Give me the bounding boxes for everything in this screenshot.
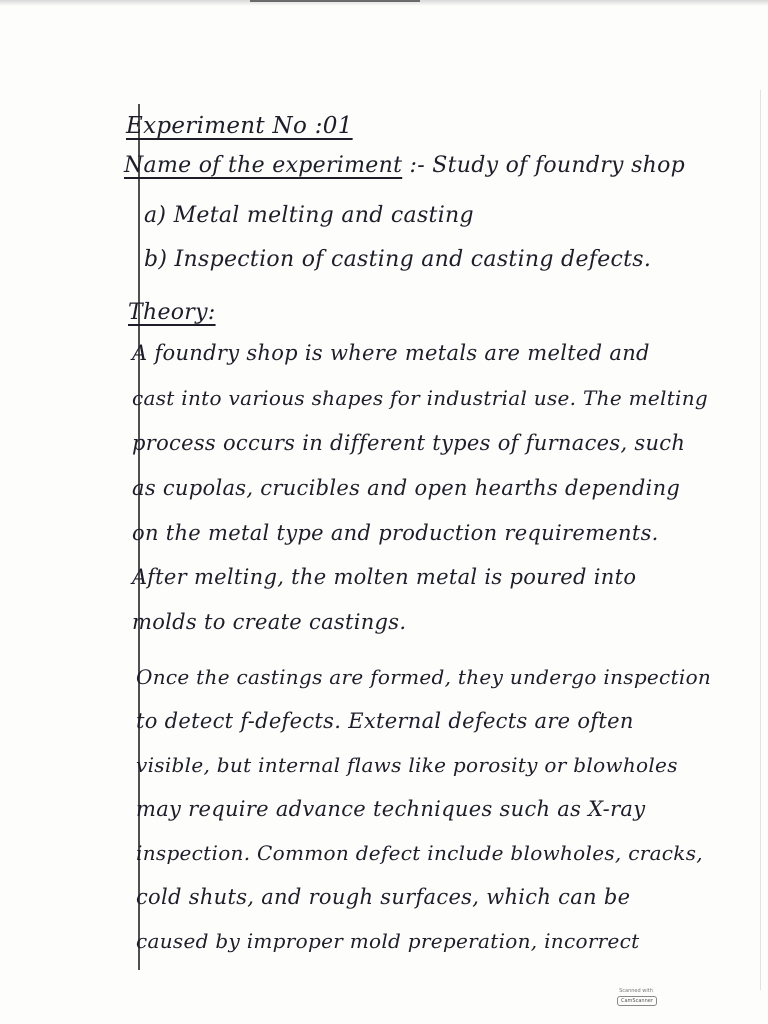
handwritten-content bbox=[122, 103, 762, 969]
scanner-caption: Scanned with bbox=[619, 988, 653, 994]
text-line-4: as cupolas, crucibles and open hearths depending bbox=[132, 476, 681, 500]
scanner-watermark bbox=[617, 988, 655, 1012]
text-line-2: cast into various shapes for industrial use. The melting bbox=[132, 386, 709, 410]
page-top-mark bbox=[250, 0, 420, 2]
text-line-3: process occurs in different types of furnaces, such bbox=[132, 431, 686, 455]
experiment-number: Experiment No :01 bbox=[126, 113, 353, 139]
objective-a: a) Metal melting and casting bbox=[144, 203, 474, 228]
objective-b: b) Inspection of casting and casting defects. bbox=[144, 247, 652, 272]
text-line-7: molds to create castings. bbox=[132, 610, 407, 634]
theory-heading: Theory: bbox=[128, 300, 216, 325]
text-line-12: inspection. Common defect include blowholes, cracks, bbox=[136, 841, 703, 865]
text-line-11: may require advance techniques such as X-ray bbox=[136, 797, 646, 821]
text-line-10: visible, but internal flaws like porosity or blowholes bbox=[136, 753, 678, 777]
scanner-app-name: CamScanner bbox=[617, 996, 657, 1006]
experiment-name-value: :- Study of foundry shop bbox=[409, 153, 686, 178]
text-line-14: caused by improper mold preperation, incorrect bbox=[136, 929, 640, 953]
text-line-5: on the metal type and production requirements. bbox=[132, 521, 659, 545]
experiment-name-label: Name of the experiment bbox=[124, 153, 403, 178]
text-line-6: After melting, the molten metal is poured into bbox=[132, 565, 637, 589]
text-line-8: Once the castings are formed, they undergo inspection bbox=[136, 665, 712, 689]
experiment-name bbox=[124, 153, 685, 178]
text-line-13: cold shuts, and rough surfaces, which can be bbox=[136, 885, 631, 909]
text-line-9: to detect f-defects. External defects are often bbox=[136, 709, 634, 733]
text-line-1: A foundry shop is where metals are melted and bbox=[132, 341, 650, 365]
